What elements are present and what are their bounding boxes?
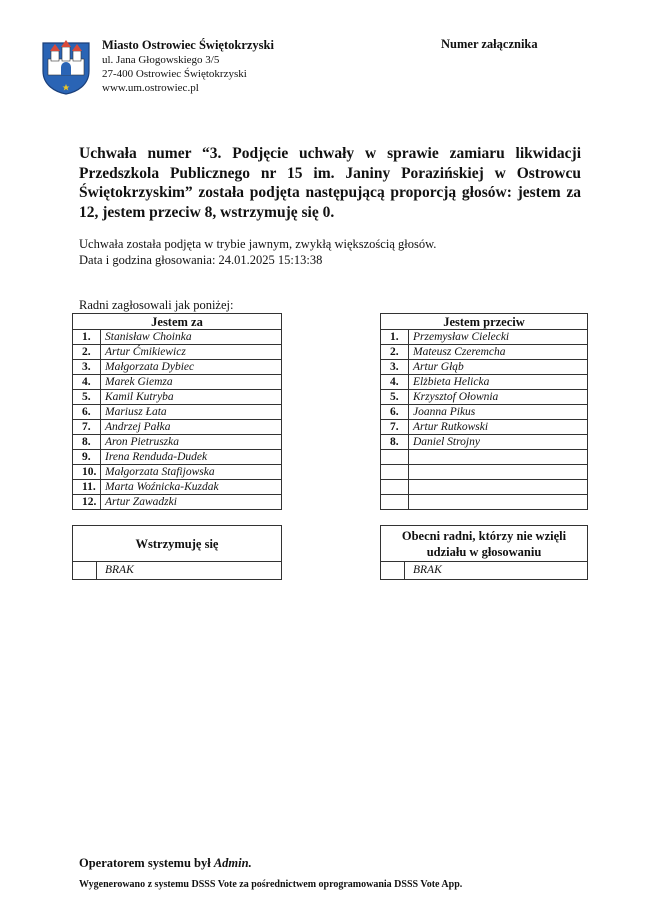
votes-for-row [73,390,282,405]
votes-against-councillor-name [409,495,588,510]
votes-against-row-number: 6. [381,405,409,420]
votes-for-councillor-name: Aron Pietruszka [101,435,282,450]
abstain-num-cell [73,562,97,580]
votes-against-row [381,495,588,510]
votes-for-row-number: 10. [73,465,101,480]
votes-against-row [381,420,588,435]
votes-for-councillor-name: Małgorzata Stafijowska [101,465,282,480]
votes-for-row-number: 9. [73,450,101,465]
website-url: www.um.ostrowiec.pl [102,82,199,94]
votes-for-row [73,435,282,450]
votes-against-councillor-name: Krzysztof Ołownia [409,390,588,405]
votes-against-table [380,313,588,510]
votes-against-header: Jestem przeciw [381,314,588,330]
votes-against-councillor-name: Artur Rutkowski [409,420,588,435]
votes-for-row-number: 11. [73,480,101,495]
absent-value: BRAK [405,562,588,580]
resolution-result-text: Uchwała numer “3. Podjęcie uchwały w sprawie zamiaru likwidacji Przedszkola Publicznego nr 15 im. Janiny Porazińskiej w Ostrowcu Świętokrzyskim” została podjęta następującą proporcją głosów: jestem za 12, jestem przeciw 8, wstrzymuję się 0. [79,145,581,221]
votes-for-row-number: 7. [73,420,101,435]
votes-for-row [73,465,282,480]
abstain-value: BRAK [97,562,282,580]
city-crest-logo [41,39,91,95]
votes-against-row [381,360,588,375]
vote-mode-text: Uchwała została podjęta w trybie jawnym, zwykłą większością głosów. [79,237,437,251]
address-postal: 27-400 Ostrowiec Świętokrzyski [102,68,247,80]
votes-against-row-number [381,495,409,510]
votes-for-row [73,450,282,465]
votes-for-header: Jestem za [73,314,282,330]
votes-for-row [73,405,282,420]
operator-line [79,856,252,871]
votes-for-councillor-name: Marta Woźnicka-Kuzdak [101,480,282,495]
votes-against-row [381,450,588,465]
votes-for-row-number: 12. [73,495,101,510]
generated-note: Wygenerowano z systemu DSSS Vote za pośrednictwem oprogramowania DSSS Vote App. [79,879,463,890]
votes-against-row [381,345,588,360]
votes-against-row-number: 5. [381,390,409,405]
votes-for-row [73,330,282,345]
vote-datetime-text: Data i godzina głosowania: 24.01.2025 15:13:38 [79,253,323,267]
votes-against-councillor-name: Elżbieta Helicka [409,375,588,390]
votes-against-row-number [381,465,409,480]
votes-against-row [381,405,588,420]
abstain-header: Wstrzymuję się [73,526,282,562]
votes-against-row [381,435,588,450]
votes-for-councillor-name: Irena Renduda-Dudek [101,450,282,465]
address-street: ul. Jana Głogowskiego 3/5 [102,54,220,66]
votes-against-row [381,375,588,390]
votes-against-councillor-name: Mateusz Czeremcha [409,345,588,360]
voted-label: Radni zagłosowali jak poniżej: [79,298,234,312]
votes-for-row [73,375,282,390]
votes-for-row [73,360,282,375]
votes-against-row [381,390,588,405]
vote-info [79,236,436,268]
votes-against-row-number [381,450,409,465]
votes-against-row-number: 8. [381,435,409,450]
votes-against-councillor-name: Daniel Strojny [409,435,588,450]
municipality-name: Miasto Ostrowiec Świętokrzyski [102,38,274,52]
votes-for-councillor-name: Małgorzata Dybiec [101,360,282,375]
votes-against-councillor-name [409,465,588,480]
attachment-number-label: Numer załącznika [441,37,538,51]
votes-for-councillor-name: Kamil Kutryba [101,390,282,405]
votes-against-row-number: 7. [381,420,409,435]
operator-prefix: Operatorem systemu był [79,856,211,870]
votes-against-row-number [381,480,409,495]
votes-for-councillor-name: Andrzej Pałka [101,420,282,435]
votes-against-row-number: 3. [381,360,409,375]
votes-against-councillor-name [409,450,588,465]
absent-num-cell [381,562,405,580]
votes-for-table [72,313,282,510]
abstain-table [72,525,282,580]
votes-against-row-number: 1. [381,330,409,345]
votes-for-row [73,480,282,495]
votes-for-councillor-name: Artur Zawadzki [101,495,282,510]
votes-for-row-number: 1. [73,330,101,345]
votes-against-councillor-name [409,480,588,495]
votes-against-councillor-name: Przemysław Cielecki [409,330,588,345]
votes-for-row-number: 3. [73,360,101,375]
votes-for-row [73,345,282,360]
votes-against-row [381,330,588,345]
votes-for-row [73,495,282,510]
votes-against-row-number: 2. [381,345,409,360]
votes-against-row-number: 4. [381,375,409,390]
votes-against-row [381,480,588,495]
votes-for-councillor-name: Mariusz Łata [101,405,282,420]
absent-header: Obecni radni, którzy nie wzięli udziału w głosowaniu [381,526,588,562]
votes-for-councillor-name: Marek Giemza [101,375,282,390]
votes-for-row [73,420,282,435]
operator-name: Admin. [213,856,252,870]
absent-table [380,525,588,580]
votes-for-row-number: 8. [73,435,101,450]
votes-against-row [381,465,588,480]
votes-for-councillor-name: Artur Ćmikiewicz [101,345,282,360]
votes-against-councillor-name: Artur Głąb [409,360,588,375]
votes-for-row-number: 6. [73,405,101,420]
votes-for-row-number: 2. [73,345,101,360]
votes-for-row-number: 5. [73,390,101,405]
votes-for-councillor-name: Stanisław Choinka [101,330,282,345]
municipality-header [102,37,274,95]
votes-against-councillor-name: Joanna Pikus [409,405,588,420]
votes-for-row-number: 4. [73,375,101,390]
